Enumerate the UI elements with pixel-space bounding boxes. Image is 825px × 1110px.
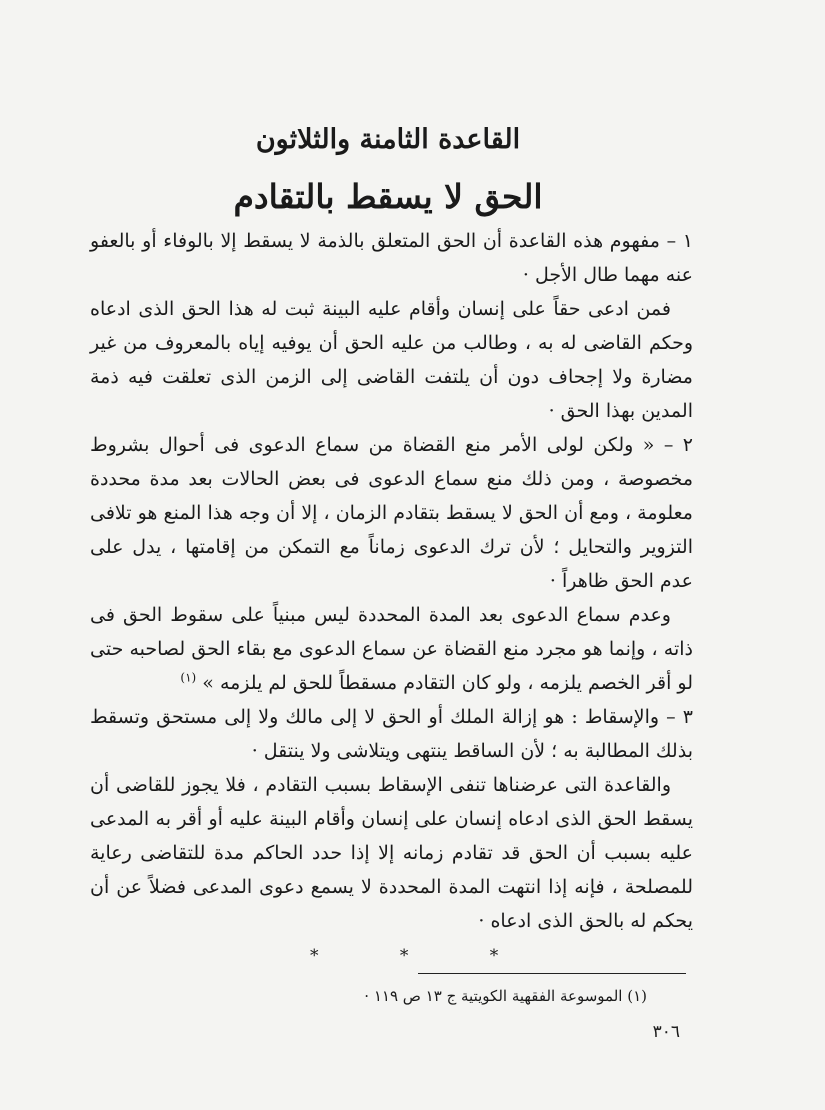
rule-title: القاعدة الثامنة والثلاثون [255, 124, 521, 155]
paragraph-1: ١ – مفهوم هذه القاعدة أن الحق المتعلق بالذمة لا يسقط إلا بالوفاء أو بالعفو عنه مهما طال الأجل · [90, 230, 693, 286]
footnote-rule [418, 973, 686, 974]
paragraph-4-text: وعدم سماع الدعوى بعد المدة المحددة ليس مبنياً على سقوط الحق فى ذاته ، وإنما هو مجرد منع القضاة عن سماع الدعوى مع بقاء الحق لصاحبه حتى لو أقر الخصم يلزمه ، ولو كان التقادم مسقطاً للحق لم يلزمه » [90, 604, 693, 694]
page-number: ٣٠٦ [652, 1022, 680, 1042]
body-text [90, 224, 693, 938]
section-separator: * * * [310, 946, 537, 966]
rule-subtitle: الحق لا يسقط بالتقادم [233, 177, 543, 216]
paragraph-6: والقاعدة التى عرضناها تنفى الإسقاط بسبب التقادم ، فلا يجوز للقاضى أن يسقط الحق الذى ادعاه إنسان على إنسان وأقام البينة عليه أو أقر به المدعى عليه بسبب أن الحق قد تقادم زمانه إلا إذا حدد الحاكم مدة للتقاضى رعاية للمصلحة ، فإنه إذا انتهت المدة المحددة لا يسمع دعوى المدعى فضلاً عن أن يحكم له بالحق الذى ادعاه · [90, 774, 693, 932]
paragraph-5: ٣ – والإسقاط : هو إزالة الملك أو الحق لا إلى مالك ولا إلى مستحق وتسقط بذلك المطالبة به ؛ لأن الساقط ينتهى ويتلاشى ولا ينتقل · [90, 706, 693, 762]
paragraph-4 [90, 598, 693, 700]
footnote: (١) الموسوعة الفقهية الكويتية ج ١٣ ص ١١٩ · [364, 987, 647, 1005]
paragraph-3: ٢ – « ولكن لولى الأمر منع القضاة من سماع الدعوى فى أحوال بشروط مخصوصة ، ومن ذلك منع سماع الدعوى فى بعض الحالات بعد مدة محددة معلومة ، ومع أن الحق لا يسقط بتقادم الزمان ، إلا أن وجه هذا المنع هو تلافى التزوير والتحايل ؛ لأن ترك الدعوى زماناً مع التمكن من إقامتها ، يدل على عدم الحق ظاهراً · [90, 434, 693, 592]
paragraph-2: فمن ادعى حقاً على إنسان وأقام عليه البينة ثبت له هذا الحق الذى ادعاه وحكم القاضى له به ، وطالب من عليه الحق أن يوفيه إياه بالمعروف من غير مضارة ولا إجحاف دون أن يلتفت القاضى إلى الزمن الذى تعلقت فيه ذمة المدين بهذا الحق · [90, 298, 693, 422]
footnote-marker: (١) [180, 670, 197, 685]
